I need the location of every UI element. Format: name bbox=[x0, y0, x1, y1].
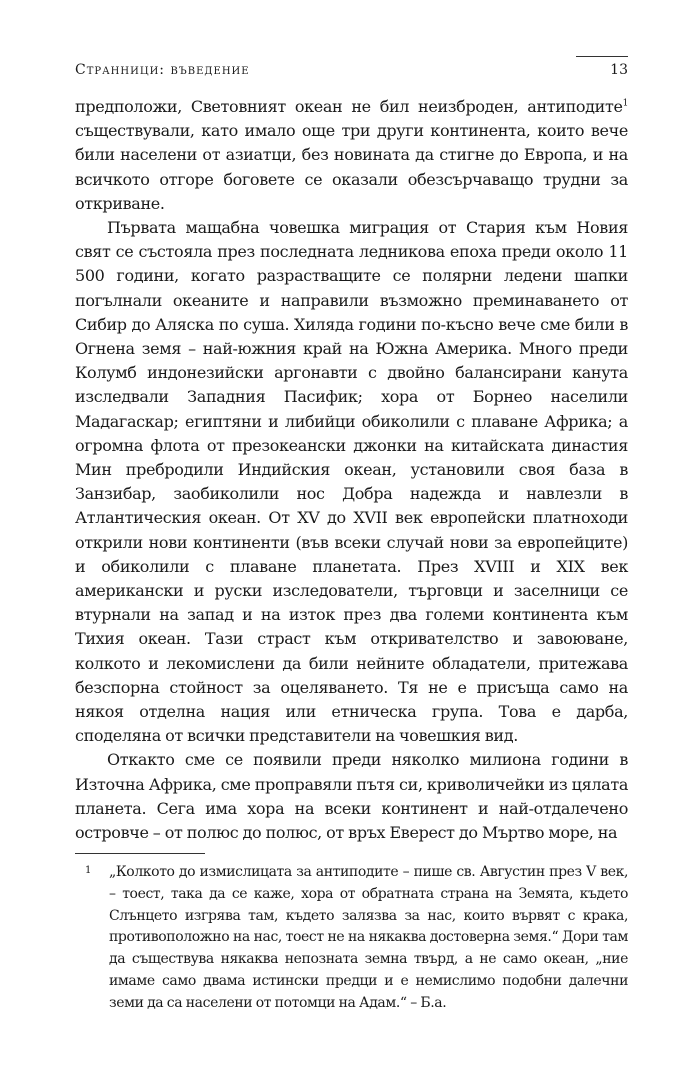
footnote bbox=[75, 862, 628, 1015]
header-rule bbox=[576, 56, 628, 57]
paragraph-2: Първата мащабна човешка миграция от Стария към Новия свят се състояла през последната ледникова епоха преди около 11 500 години, когато разрастващите се полярни ледени шапки погълнали океаните и направили възможно преминаването от Сибир до Аляска по суша. Хиляда години по-късно вече сме били в Огнена земя – най-южния край на Южна Америка. Много преди Колумб индонезийски аргонавти с двойно балансирани канута изследвали Западния Пасифик; хора от Борнео населили Мадагаскар; египтяни и либийци обиколили с плаване Африка; а огромна флота от презокеански джонки на китайската династия Мин пребродили Индийския океан, установили своя база в Занзибар, заобиколили нос Добра надежда и навлезли в Атлантическия океан. От XV до XVII век европейски платноходи открили нови континенти (във всеки случай нови за европейците) и обиколили с плаване планетата. През XVIII и XIX век американски и руски изследователи, търговци и заселници се втурнали на запад и на изток през два големи континента към Тихия океан. Тази страст към откривателство и завоюване, колкото и лекомислени да били нейните обладатели, притежава безспорна стойност за оцеляването. Тя не е присъща само на някоя отделна нация или етническа група. Това е дарба, споделяна от всички представители на човешкия вид. bbox=[75, 218, 628, 746]
paragraph-1 bbox=[75, 95, 628, 216]
body-text bbox=[75, 95, 628, 845]
page-number: 13 bbox=[610, 62, 628, 78]
running-head: Странници: въведение bbox=[75, 62, 250, 78]
footnote-text: „Колкото до измислицата за антиподите – пише св. Августин през V век, – тоест, така да се каже, хора от обратната страна на Земята, където Слънцето изгрява там, където залязва за нас, които вървят с крака, противоположно на нас, тоест не на някаква достоверна земя.“ Дори там да съществува някаква непозната земна твърд, а не само океан, „ние имаме само двама истински предци и е немислимо подобни далечни земи да са населени от потомци на Адам.“ – Б.а. bbox=[109, 864, 628, 1011]
paragraph-1-rest: съществували, като имало още три други континента, които вече били населени от азиатци, без новината да стигне до Европа, и на всичкото отгоре боговете се оказали обезсърчаващо трудни за откриване. bbox=[75, 121, 628, 213]
footnote-mark: 1 bbox=[85, 865, 91, 876]
paragraph-3: Откакто сме се появили преди няколко милиона години в Източна Африка, сме проправяли пътя си, криволичейки из цялата планета. Сега има хора на всеки континент и най-отдалечено островче – от полюс до полюс, от връх Еверест до Мъртво море, на bbox=[75, 750, 629, 843]
footnote-reference: 1 bbox=[622, 98, 628, 109]
paragraph-1-start: предположи, Световният океан не бил неизброден, антиподите bbox=[75, 97, 623, 116]
footnote-rule bbox=[75, 853, 205, 854]
